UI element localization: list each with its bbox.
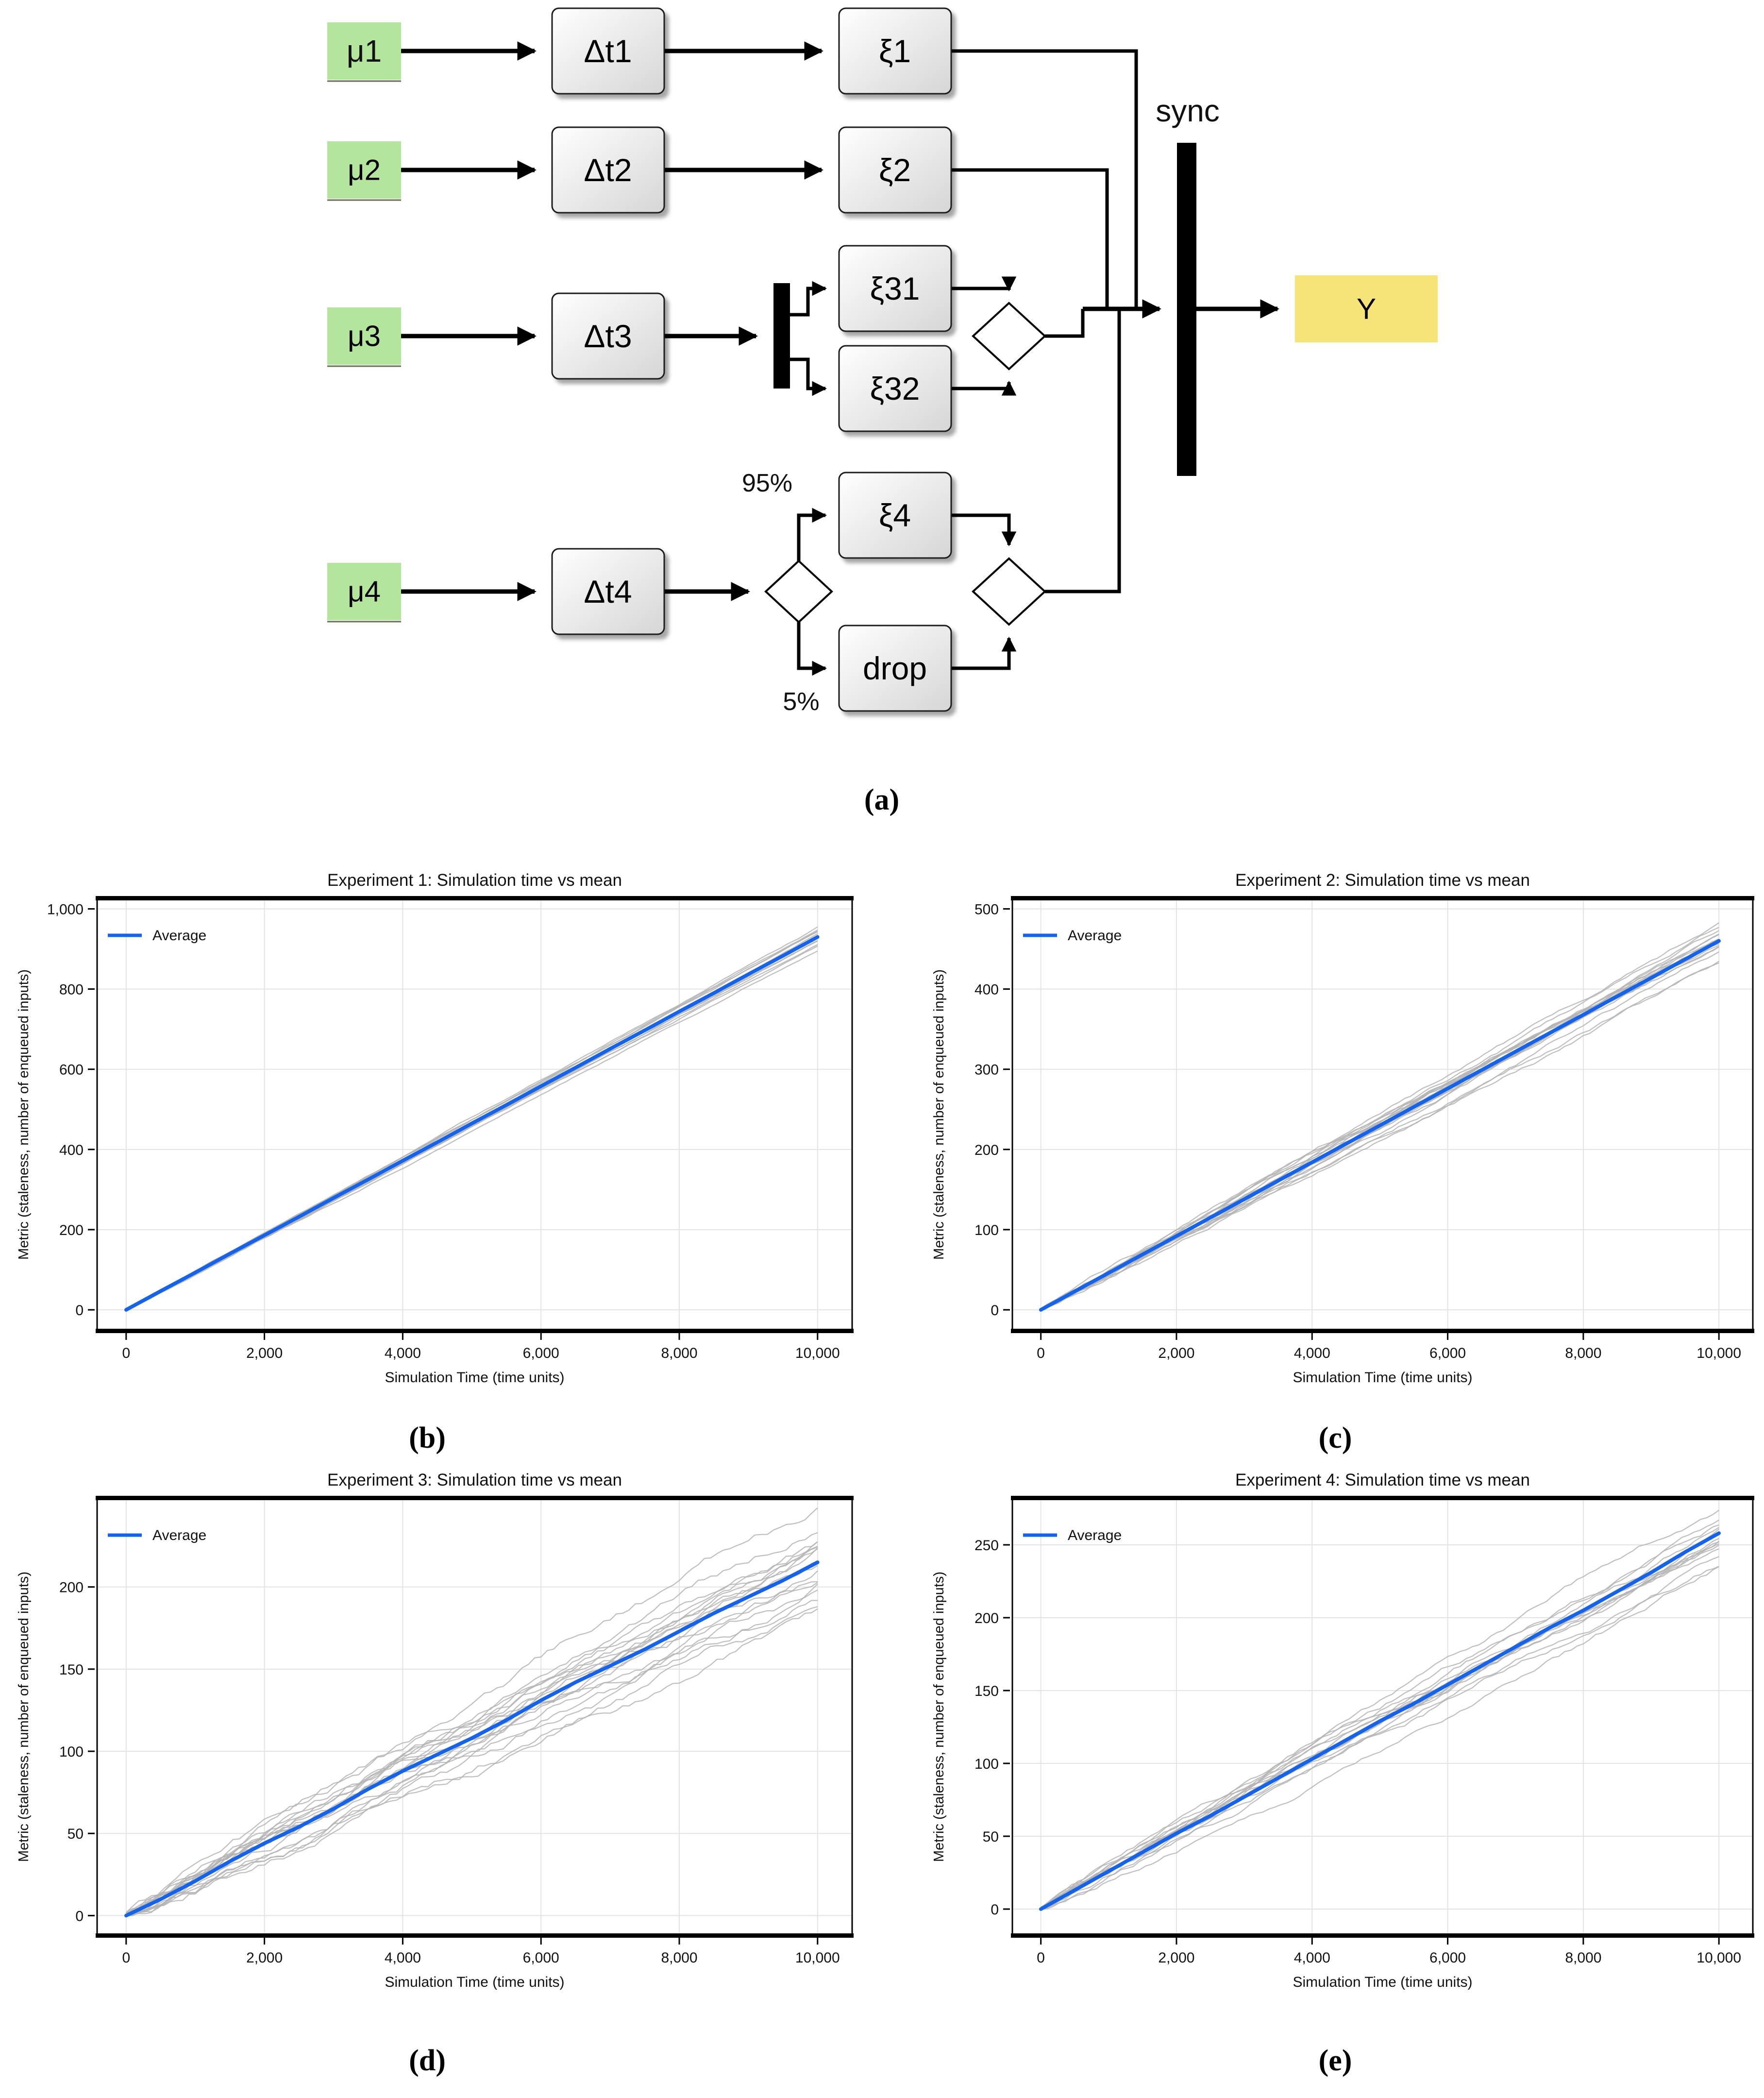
individual-run-line: [126, 1508, 818, 1912]
arrow-drop-merge4: [951, 638, 1009, 668]
y-tick-label: 800: [59, 981, 84, 998]
source-nodes: [327, 22, 401, 622]
legend-label-average: Average: [1068, 928, 1122, 944]
x-tick-label: 2,000: [246, 1345, 283, 1361]
panel-label-d: (d): [409, 2044, 446, 2077]
y-axis-label: Metric (staleness, number of enqueued inputs): [16, 969, 32, 1260]
node-mu3-label: μ3: [348, 320, 381, 353]
spine-left: [1012, 1498, 1013, 1935]
spine-top: [1011, 1496, 1754, 1500]
legend-label-average: Average: [1068, 1527, 1122, 1543]
y-axis-label: Metric (staleness, number of enqueued inputs): [931, 1571, 947, 1862]
node-drop-label: drop: [862, 650, 927, 686]
y-axis-label: Metric (staleness, number of enqueued inputs): [16, 1571, 32, 1862]
x-tick-label: 4,000: [384, 1950, 421, 1966]
plot-lines: [126, 1508, 818, 1916]
y-tick-label: 250: [974, 1538, 999, 1554]
spine-left: [1012, 898, 1013, 1331]
merge-diamond-4: [973, 558, 1045, 625]
y-tick-label: 500: [974, 901, 999, 918]
y-tick-label: 0: [991, 1902, 999, 1918]
chart-title: Experiment 1: Simulation time vs mean: [327, 871, 622, 890]
x-tick-label: 10,000: [795, 1950, 840, 1966]
y-tick-label: 50: [67, 1826, 84, 1843]
spine-left: [97, 898, 98, 1331]
arrow-xi31-merge3: [951, 288, 1009, 290]
node-dt4-label: Δt4: [584, 574, 632, 609]
node-mu2-label: μ2: [348, 153, 381, 186]
branch-5-label: 5%: [783, 688, 820, 716]
node-dt1-label: Δt1: [584, 33, 632, 69]
y-tick-label: 150: [59, 1661, 84, 1678]
spine-bottom: [1011, 1933, 1754, 1938]
queue-nodes: [839, 8, 951, 711]
node-mu1-label: μ1: [346, 34, 382, 68]
x-tick-label: 0: [1037, 1345, 1045, 1361]
y-tick-label: 200: [974, 1142, 999, 1158]
average-line: [1041, 941, 1719, 1310]
x-tick-label: 0: [122, 1950, 131, 1966]
individual-run-line: [1041, 1549, 1719, 1909]
arrow-fork-xi31: [790, 288, 825, 315]
y-tick-label: 0: [75, 1303, 84, 1319]
panel-label-e: (e): [1318, 2044, 1352, 2077]
branch-95-label: 95%: [741, 469, 793, 497]
individual-run-line: [126, 1607, 818, 1913]
y-tick-label: 1,000: [47, 901, 84, 918]
node-mu4-label: μ4: [348, 575, 381, 608]
experiment-4-chart: [880, 1451, 1764, 2017]
x-tick-label: 6,000: [522, 1950, 559, 1966]
x-tick-label: 8,000: [661, 1345, 698, 1361]
pipeline-diagram: [0, 0, 1764, 826]
node-xi2-label: ξ2: [878, 152, 911, 188]
x-axis-label: Simulation Time (time units): [385, 1370, 565, 1386]
arrow-split-xi4: [799, 515, 825, 561]
x-tick-label: 4,000: [1294, 1345, 1330, 1361]
spine-top: [96, 1496, 854, 1500]
x-tick-label: 8,000: [1565, 1345, 1602, 1361]
x-tick-label: 4,000: [384, 1345, 421, 1361]
spine-bottom: [1011, 1329, 1754, 1333]
panel-label-c: (c): [1318, 1421, 1352, 1455]
x-tick-label: 0: [1037, 1950, 1045, 1966]
line-merge3-sync: [1045, 309, 1083, 336]
x-tick-label: 8,000: [661, 1950, 698, 1966]
spine-right: [852, 1498, 853, 1935]
spine-left: [97, 1498, 98, 1935]
x-tick-label: 10,000: [1697, 1950, 1742, 1966]
x-tick-label: 4,000: [1294, 1950, 1330, 1966]
y-tick-label: 100: [974, 1756, 999, 1772]
spine-right: [1752, 898, 1754, 1331]
individual-run-line: [126, 1584, 818, 1916]
node-xi31-label: ξ31: [870, 271, 920, 306]
merge-diamond-3: [973, 303, 1045, 369]
split-diamond: [766, 561, 832, 622]
node-dt3-label: Δt3: [584, 318, 632, 354]
y-tick-label: 200: [59, 1579, 84, 1596]
arrow-xi32-merge3: [951, 382, 1009, 389]
x-axis-label: Simulation Time (time units): [1293, 1370, 1473, 1386]
panel-label-a: (a): [864, 783, 900, 816]
plot-lines: [1041, 923, 1719, 1310]
sync-bar: [1177, 143, 1196, 476]
experiment-1-chart: [0, 852, 884, 1411]
arrow-xi4-merge4: [951, 515, 1009, 545]
spine-right: [1752, 1498, 1754, 1935]
individual-run-line: [126, 1590, 818, 1915]
x-tick-label: 2,000: [1158, 1950, 1195, 1966]
sync-label: sync: [1156, 93, 1220, 128]
average-line: [126, 1562, 818, 1915]
node-dt2-label: Δt2: [584, 152, 632, 188]
average-line: [126, 937, 818, 1310]
spine-top: [1011, 896, 1754, 900]
y-tick-label: 50: [982, 1829, 999, 1845]
x-tick-label: 10,000: [1697, 1345, 1742, 1361]
plot-lines: [1041, 1510, 1719, 1909]
y-tick-label: 150: [974, 1683, 999, 1699]
experiment-2-chart: [880, 852, 1764, 1411]
y-tick-label: 200: [974, 1610, 999, 1626]
y-tick-label: 400: [59, 1142, 84, 1158]
x-tick-label: 8,000: [1565, 1950, 1602, 1966]
experiment-3-chart: [0, 1451, 884, 2017]
spine-right: [852, 898, 853, 1331]
chart-title: Experiment 4: Simulation time vs mean: [1235, 1471, 1530, 1489]
chart-title: Experiment 2: Simulation time vs mean: [1235, 871, 1530, 890]
spine-bottom: [96, 1933, 854, 1938]
individual-run-line: [126, 1601, 818, 1915]
spine-top: [96, 896, 854, 900]
x-tick-label: 10,000: [795, 1345, 840, 1361]
y-tick-label: 600: [59, 1062, 84, 1078]
x-axis-label: Simulation Time (time units): [1293, 1974, 1473, 1990]
node-xi4-label: ξ4: [878, 497, 911, 533]
x-tick-label: 6,000: [522, 1345, 559, 1361]
y-tick-label: 300: [974, 1062, 999, 1078]
y-tick-label: 100: [59, 1744, 84, 1760]
arrow-split-drop: [799, 622, 825, 668]
fork-bar: [773, 283, 790, 389]
plot-lines: [126, 927, 818, 1310]
legend-label-average: Average: [152, 1527, 207, 1543]
individual-run-line: [126, 1609, 818, 1913]
node-xi1-label: ξ1: [878, 33, 911, 69]
x-tick-label: 0: [122, 1345, 131, 1361]
y-tick-label: 0: [991, 1303, 999, 1319]
spine-bottom: [96, 1329, 854, 1333]
average-line: [1041, 1533, 1719, 1909]
y-tick-label: 400: [974, 981, 999, 998]
arrow-fork-xi32: [790, 359, 825, 389]
legend-label-average: Average: [152, 928, 207, 944]
x-tick-label: 2,000: [246, 1950, 283, 1966]
chart-title: Experiment 3: Simulation time vs mean: [327, 1471, 622, 1489]
x-tick-label: 2,000: [1158, 1345, 1195, 1361]
y-tick-label: 100: [974, 1222, 999, 1238]
panel-label-b: (b): [409, 1421, 446, 1455]
y-axis-label: Metric (staleness, number of enqueued inputs): [931, 969, 947, 1260]
individual-run-line: [126, 1582, 818, 1916]
node-output-label: Y: [1356, 292, 1377, 325]
node-xi32-label: ξ32: [870, 371, 920, 406]
line-merge4-sync: [1045, 309, 1119, 592]
x-tick-label: 6,000: [1429, 1345, 1466, 1361]
y-tick-label: 0: [75, 1908, 84, 1925]
x-axis-label: Simulation Time (time units): [385, 1974, 565, 1990]
y-tick-label: 200: [59, 1222, 84, 1238]
x-tick-label: 6,000: [1429, 1950, 1466, 1966]
